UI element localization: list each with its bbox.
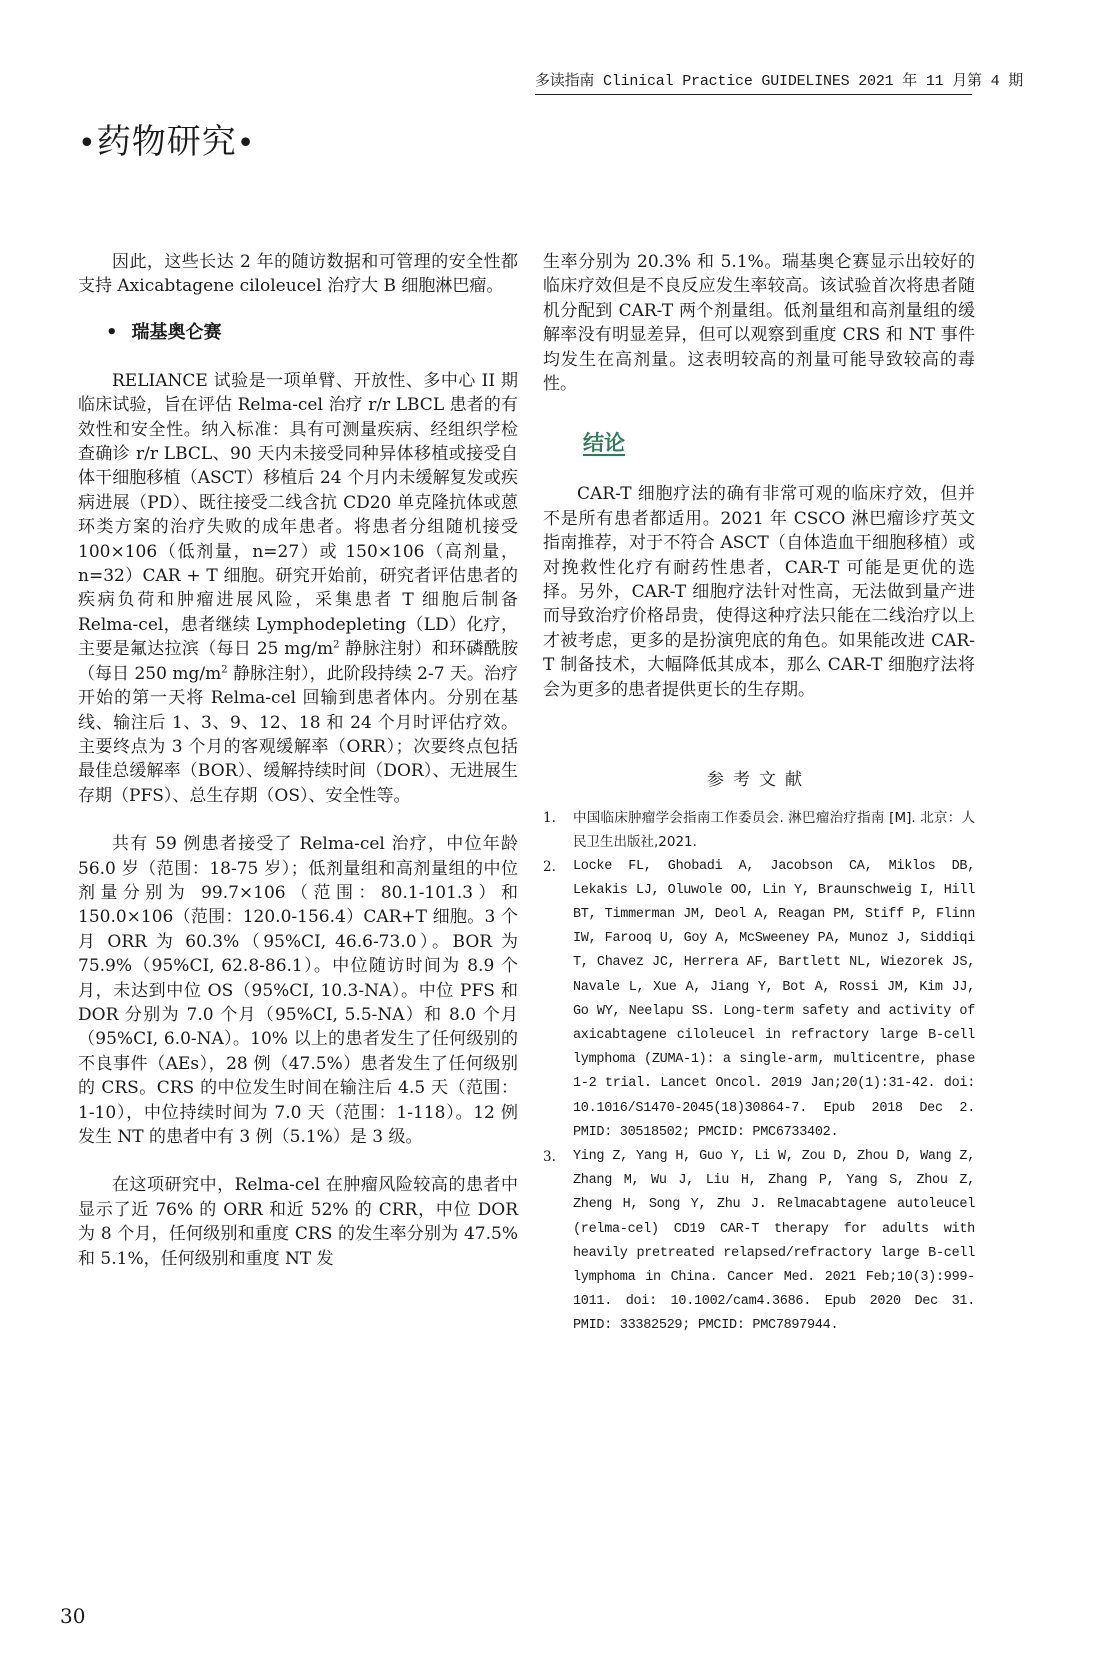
superscript: 2 xyxy=(221,664,228,676)
text-run: 静脉注射）和环磷酰胺（每日 250 mg/m xyxy=(78,639,519,684)
reference-item xyxy=(543,806,975,854)
reference-item xyxy=(543,855,975,1145)
paragraph: CAR-T 细胞疗法的确有非常可观的临床疗效，但并不是所有患者都适用。2021 年 CSCO 淋巴瘤诊疗英文指南推荐，对于不符合 ASCT（自体造血干细胞移植）或对挽救性化疗有耐药性患者，CAR-T 可能是更优的选择。另外，CAR-T 细胞疗法针对性高，无法做到量产进而导致治疗价格昂贵，使得这种疗法只能在二线治疗以上才被考虑，更多的是扮演兜底的角色。如果能改进 CAR-T 制备技术，大幅降低其成本，那么 CAR-T 细胞疗法将会为更多的患者提供更长的生存期。 xyxy=(543,484,975,700)
section-title: 药物研究 xyxy=(96,122,237,162)
superscript: 2 xyxy=(333,639,340,651)
bullet-icon: • xyxy=(236,126,256,161)
text-run: RELIANCE 试验是一项单臂、开放性、多中心 II 期临床试验，旨在评估 Relma-cel 治疗 r/r LBCL 患者的有效性和安全性。纳入标准：具有可测量疾病、经组织学检查确诊 r/r LBCL、90 天内未接受同种异体移植或接受自体干细胞移植（ASCT）移植后 24 个月内未缓解复发或疾病进展（PD）、既往接受二线含抗 CD20 单克隆抗体或蒽环类方案的治疗失败的成年患者。将患者分组随机接受 100×106（低剂量，n=27）或 150×106（高剂量，n=32）CAR + T 细胞。研究开始前，研究者评估患者的疾病负荷和肿瘤进展风险，采集患者 T 细胞后制备 Relma-cel，患者继续 Lymphodepleting（LD）化疗，主要是氟达拉滨（每日 25 mg/m xyxy=(78,370,518,660)
reference-number: 2. xyxy=(543,858,556,875)
reference-text: Locke FL, Ghobadi A, Jacobson CA, Miklos DB, Lekakis LJ, Oluwole OO, Lin Y, Braunschweig I, Hill BT, Timmerman JM, Deol A, Reagan PM, Stiff P, Flinn IW, Farooq U, Goy A, McSweeney PA, Munoz J, Siddiqi T, Chavez JC, Herrera AF, Bartlett NL, Wiezorek JS, Navale L, Xue A, Jiang Y, Bot A, Rossi JM, Kim JJ, Go WY, Neelapu SS. Long-term safety and activity of axicabtagene ciloleucel in refractory large B-cell lymphoma (ZUMA-1): a single-arm, multicentre, phase 1-2 trial. Lancet Oncol. 2019 Jan;20(1):31-42. doi: 10.1016/S1470-2045(18)30864-7. Epub 2018 Dec 2. PMID: 30518502; PMCID: PMC6733402. xyxy=(573,858,975,1140)
bullet-icon: • xyxy=(78,126,97,161)
subsection-heading xyxy=(106,321,518,345)
subsection-title: 瑞基奥仑赛 xyxy=(131,321,222,343)
reference-text: Ying Z, Yang H, Guo Y, Li W, Zou D, Zhou D, Wang Z, Zhang M, Wu J, Liu H, Zhang P, Yang S, Zhou Z, Zheng H, Song Y, Zhu J. Relmacabtagene autoleucel (relma-cel) CD19 CAR-T therapy for adults with heavily pretreated relapsed/refractory large B-cell lymphoma in China. Cancer Med. 2021 Feb;10(3):999-1011. doi: 10.1002/cam4.3686. Epub 2020 Dec 31. PMID: 33382529; PMCID: PMC7897944. xyxy=(573,1148,975,1334)
bullet-icon: • xyxy=(106,321,118,343)
reference-list xyxy=(543,806,975,1338)
paragraph: 在这项研究中，Relma-cel 在肿瘤风险较高的患者中显示了近 76% 的 ORR 和近 52% 的 CRR，中位 DOR 为 8 个月，任何级别和重度 CRS 的发生率分别为 47.5% 和 5.1%，任何级别和重度 NT 发 xyxy=(78,1175,518,1269)
section-banner xyxy=(78,120,255,166)
reference-text: 中国临床肿瘤学会指南工作委员会. 淋巴瘤治疗指南 [M]. 北京：人民卫生出版社,2021. xyxy=(573,810,975,851)
references-title: 参考文献 xyxy=(707,770,811,791)
paragraph: 生率分别为 20.3% 和 5.1%。瑞基奥仑赛显示出较好的临床疗效但是不良反应发生率较高。该试验首次将患者随机分配到 CAR-T 两个剂量组。低剂量组和高剂量组的缓解率没有明显差异，但可以观察到重度 CRS 和 NT 事件均发生在高剂量。这表明较高的剂量可能导致较高的毒性。 xyxy=(543,252,975,395)
right-column xyxy=(543,250,975,1339)
paragraph xyxy=(78,369,518,808)
page-number: 30 xyxy=(60,1604,86,1628)
left-column xyxy=(78,250,518,1271)
running-head: 多读指南 Clinical Practice GUIDELINES 2021 年 11 月第 4 期 xyxy=(535,72,972,95)
reference-item xyxy=(543,1145,975,1339)
paragraph: 因此，这些长达 2 年的随访数据和可管理的安全性都支持 Axicabtagene ciloleucel 治疗大 B 细胞淋巴瘤。 xyxy=(78,252,518,297)
reference-number: 3. xyxy=(543,1148,556,1165)
reference-number: 1. xyxy=(543,810,556,827)
text-run: 静脉注射），此阶段持续 2-7 天。治疗开始的第一天将 Relma-cel 回输到患者体内。分别在基线、输注后 1、3、9、12、18 和 24 个月时评估疗效。主要终点为 3 个月的客观缓解率（ORR）；次要终点包括最佳总缓解率（BOR）、缓解持续时间（DOR）、无进展生存期（PFS）、总生存期（OS）、安全性等。 xyxy=(78,663,518,806)
paragraph: 共有 59 例患者接受了 Relma-cel 治疗，中位年龄 56.0 岁（范围：18-75 岁）；低剂量组和高剂量组的中位剂量分别为 99.7×106（范围：80.1-101.3）和 150.0×106（范围：120.0-156.4）CAR+T 细胞。3 个月 ORR 为 60.3%（95%CI, 46.6-73.0）。BOR 为 75.9%（95%CI, 62.8-86.1）。中位随访时间为 8.9 个月，未达到中位 OS（95%CI, 10.3-NA）。中位 PFS 和 DOR 分别为 7.0 个月（95%CI, 5.5-NA）和 8.0 个月（95%CI, 6.0-NA）。10% 以上的患者发生了任何级别的不良事件（AEs），28 例（47.5%）患者发生了任何级别的 CRS。CRS 的中位发生时间在输注后 4.5 天（范围：1-10），中位持续时间为 7.0 天（范围：1-118）。12 例发生 NT 的患者中有 3 例（5.1%）是 3 级。 xyxy=(78,834,518,1147)
conclusion-heading: 结论 xyxy=(583,431,625,456)
